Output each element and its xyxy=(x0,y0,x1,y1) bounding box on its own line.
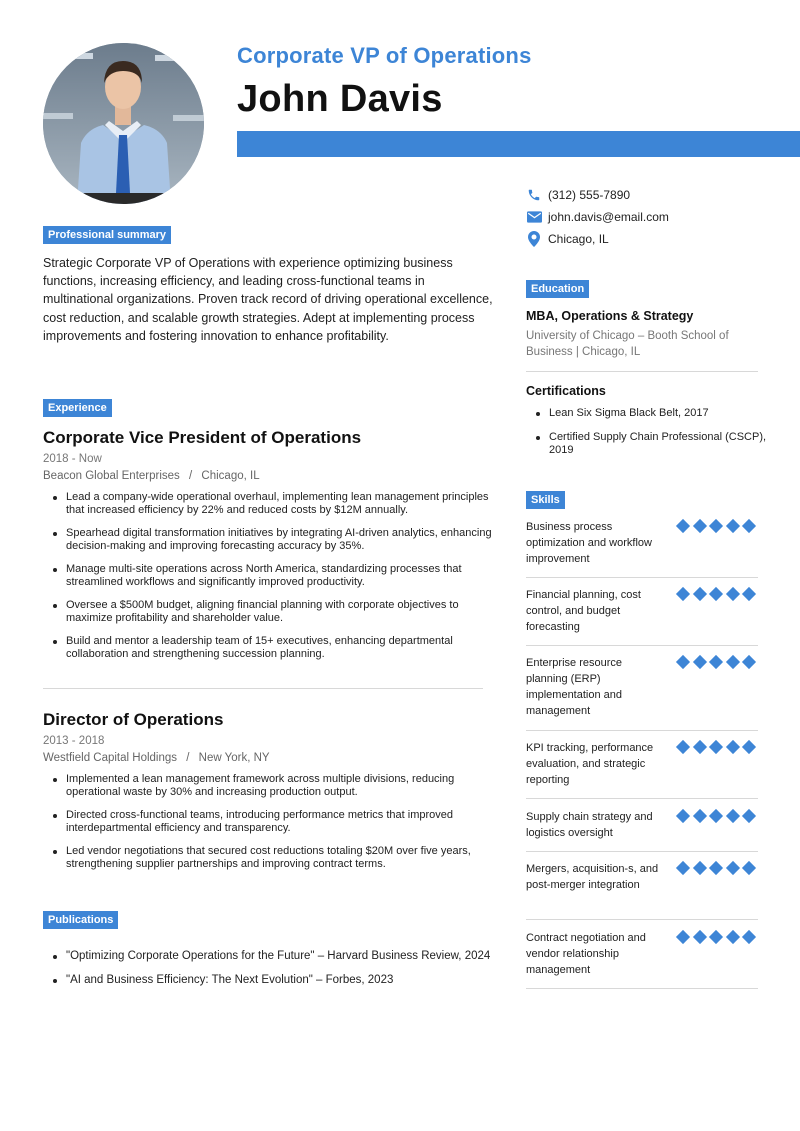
section-tag-skills: Skills xyxy=(526,491,565,509)
list-item: Lean Six Sigma Black Belt, 2017 xyxy=(526,407,788,420)
skill-row xyxy=(526,587,758,646)
profile-photo xyxy=(43,43,204,204)
rating-diamond-icon xyxy=(709,587,723,601)
job-title: Corporate VP of Operations xyxy=(237,43,532,68)
skill-rating xyxy=(678,589,761,599)
list-item: "AI and Business Efficiency: The Next Evolution" – Forbes, 2023 xyxy=(43,974,493,987)
contact-location xyxy=(526,228,786,250)
list-item: Spearhead digital transformation initiatives by integrating AI-driven analytics, enhancing decision-making and improving forecasting accuracy by 35%. xyxy=(43,527,493,553)
list-item: Directed cross-functional teams, introducing performance metrics that improved interdepartmental efficiency and transparency. xyxy=(43,809,493,835)
skill-row xyxy=(526,809,758,852)
location-text: Chicago, IL xyxy=(548,232,609,246)
experience-job-2 xyxy=(43,710,493,871)
skill-row xyxy=(526,519,758,578)
rating-diamond-icon xyxy=(692,809,706,823)
job-2-bullets xyxy=(43,773,493,871)
rating-diamond-icon xyxy=(742,809,756,823)
experience-divider xyxy=(43,688,483,689)
education-degree: MBA, Operations & Strategy xyxy=(526,309,694,323)
candidate-name: John Davis xyxy=(237,78,443,120)
rating-diamond-icon xyxy=(742,519,756,533)
certifications-heading: Certifications xyxy=(526,384,606,398)
contact-info xyxy=(526,184,786,250)
rating-diamond-icon xyxy=(709,930,723,944)
rating-diamond-icon xyxy=(725,655,739,669)
rating-diamond-icon xyxy=(676,655,690,669)
rating-diamond-icon xyxy=(692,587,706,601)
skill-row xyxy=(526,861,758,920)
list-item: Lead a company-wide operational overhaul, implementing lean management principles that increased efficiency by 22% and reduced costs by $12M annually. xyxy=(43,491,493,517)
skill-row xyxy=(526,930,758,989)
rating-diamond-icon xyxy=(709,809,723,823)
email-text: john.davis@email.com xyxy=(548,210,669,224)
job-2-title: Director of Operations xyxy=(43,710,224,729)
job-1-company: Beacon Global Enterprises xyxy=(43,470,180,482)
rating-diamond-icon xyxy=(742,587,756,601)
skill-name: Financial planning, cost control, and budget forecasting xyxy=(526,589,641,633)
rating-diamond-icon xyxy=(725,809,739,823)
header-accent-bar xyxy=(237,131,800,157)
rating-diamond-icon xyxy=(692,655,706,669)
skill-name: Business process optimization and workflow improvement xyxy=(526,521,652,565)
skill-name: Supply chain strategy and logistics oversight xyxy=(526,811,653,839)
skill-row xyxy=(526,740,758,799)
list-item: Certified Supply Chain Professional (CSCP), 2019 xyxy=(526,431,788,457)
rating-diamond-icon xyxy=(676,930,690,944)
rating-diamond-icon xyxy=(725,587,739,601)
skill-rating xyxy=(678,742,761,752)
list-item: Implemented a lean management framework across multiple divisions, reducing operational waste by 30% and increasing production output. xyxy=(43,773,493,799)
job-2-location: New York, NY xyxy=(198,752,270,764)
skill-name: Contract negotiation and vendor relationship management xyxy=(526,932,646,976)
summary-section xyxy=(43,254,493,345)
rating-diamond-icon xyxy=(742,930,756,944)
rating-diamond-icon xyxy=(725,519,739,533)
section-tag-education: Education xyxy=(526,280,589,298)
rating-diamond-icon xyxy=(725,930,739,944)
rating-diamond-icon xyxy=(725,861,739,875)
summary-text: Strategic Corporate VP of Operations with experience optimizing business functions, increasing efficiency, and leading cross-functional teams in multinational organizations. Proven track record of driving operational excellence, cost reduction, and scalable growth strategies. Adept at implementing process improvements and fostering innovation to enhance profitability. xyxy=(43,256,493,343)
skill-name: KPI tracking, performance evaluation, and strategic reporting xyxy=(526,742,654,786)
skill-name: Mergers, acquisition-s, and post-merger integration xyxy=(526,863,659,891)
phone-icon xyxy=(526,187,542,203)
skill-name: Enterprise resource planning (ERP) implementation and management xyxy=(526,657,623,717)
rating-diamond-icon xyxy=(725,740,739,754)
skill-row xyxy=(526,655,758,731)
section-tag-publications: Publications xyxy=(43,911,118,929)
list-item: Oversee a $500M budget, aligning financial planning with corporate objectives to maximize profitability and shareholder value. xyxy=(43,599,493,625)
job-1-location: Chicago, IL xyxy=(201,470,260,482)
certifications-list xyxy=(526,407,788,457)
rating-diamond-icon xyxy=(676,587,690,601)
rating-diamond-icon xyxy=(709,740,723,754)
list-item: Led vendor negotiations that secured cost reductions totaling $20M over five years, strengthening supplier partnerships and improving contract terms. xyxy=(43,845,493,871)
rating-diamond-icon xyxy=(692,740,706,754)
rating-diamond-icon xyxy=(709,519,723,533)
contact-email[interactable] xyxy=(526,206,786,228)
publications-list xyxy=(43,950,493,987)
job-2-company-line xyxy=(43,752,493,764)
skill-rating xyxy=(678,657,761,667)
education-section xyxy=(526,309,758,360)
rating-diamond-icon xyxy=(676,740,690,754)
contact-phone[interactable] xyxy=(526,184,786,206)
list-item: "Optimizing Corporate Operations for the Future" – Harvard Business Review, 2024 xyxy=(43,950,493,963)
section-tag-experience: Experience xyxy=(43,399,112,417)
job-1-company-line xyxy=(43,470,493,482)
rating-diamond-icon xyxy=(676,861,690,875)
rating-diamond-icon xyxy=(692,519,706,533)
job-1-bullets xyxy=(43,491,493,661)
skill-rating xyxy=(678,811,761,821)
rating-diamond-icon xyxy=(709,861,723,875)
rating-diamond-icon xyxy=(742,861,756,875)
rating-diamond-icon xyxy=(676,519,690,533)
education-school: University of Chicago – Booth School of Business | Chicago, IL xyxy=(526,330,729,358)
job-2-dates: 2013 - 2018 xyxy=(43,735,105,747)
education-divider xyxy=(526,371,758,372)
publications-section xyxy=(43,950,493,987)
rating-diamond-icon xyxy=(742,740,756,754)
job-1-separator: / xyxy=(189,470,193,482)
email-icon xyxy=(526,209,542,225)
section-tag-summary: Professional summary xyxy=(43,226,171,244)
skill-rating xyxy=(678,521,761,531)
skill-rating xyxy=(678,932,761,942)
job-2-separator: / xyxy=(186,752,190,764)
job-2-company: Westfield Capital Holdings xyxy=(43,752,178,764)
rating-diamond-icon xyxy=(709,655,723,669)
rating-diamond-icon xyxy=(676,809,690,823)
experience-job-1 xyxy=(43,428,493,661)
job-1-dates: 2018 - Now xyxy=(43,453,102,465)
list-item: Manage multi-site operations across North America, standardizing processes that streamlined workflows and significantly improved productivity. xyxy=(43,563,493,589)
phone-text: (312) 555-7890 xyxy=(548,188,631,202)
rating-diamond-icon xyxy=(692,930,706,944)
skill-rating xyxy=(678,863,761,873)
location-pin-icon xyxy=(526,231,542,247)
rating-diamond-icon xyxy=(742,655,756,669)
rating-diamond-icon xyxy=(692,861,706,875)
job-1-title: Corporate Vice President of Operations xyxy=(43,428,362,447)
certifications-section xyxy=(526,384,767,457)
list-item: Build and mentor a leadership team of 15+ executives, enhancing departmental collaboration and strengthening succession planning. xyxy=(43,635,493,661)
